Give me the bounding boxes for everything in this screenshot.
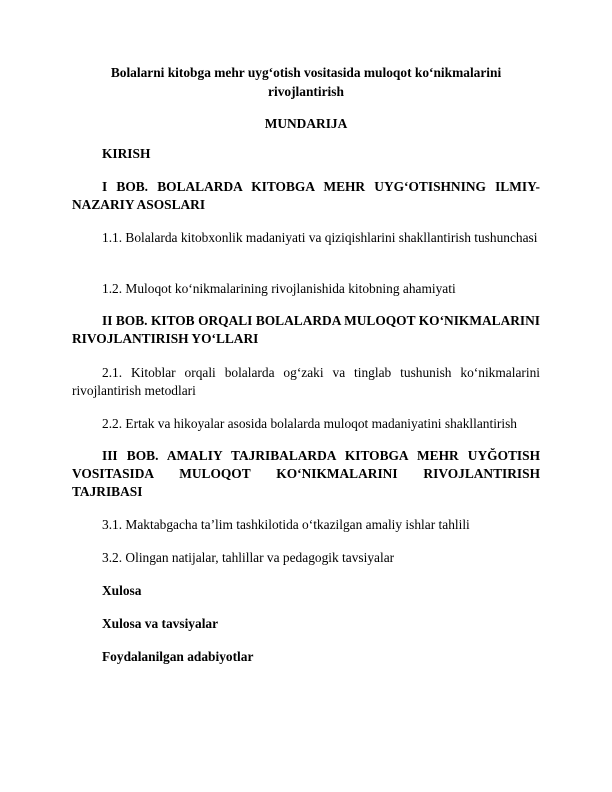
toc-entry-chapter-2: II BOB. KITOB ORQALI BOLALARDA MULOQOT KO‘NIKMALARINI RIVOJLANTIRISH YO‘LLARI <box>72 313 540 346</box>
toc-entry-2-2: 2.2. Ertak va hikoyalar asosida bolalarda muloqot madaniyatini shakllantirish <box>102 416 518 431</box>
toc-entry-2-1: 2.1. Kitoblar orqali bolalarda og‘zaki va tinglab tushunish ko‘nikmalarini rivojlantirish metodlari <box>72 365 540 398</box>
toc-entry-chapter-3: III BOB. AMALIY TAJRIBALARDA KITOBGA MEHR UYĞOTISH VOSITASIDA MULOQOT KO‘NIKMALARINI RIVOJLANTIRISH TAJRIBASI <box>72 448 540 499</box>
toc-entry-chapter-1: I BOB. BOLALARDA KITOBGA MEHR UYG‘OTISHNING ILMIY-NAZARIY ASOSLARI <box>72 179 540 212</box>
toc-entry-1-2: 1.2. Muloqot ko‘nikmalarining rivojlanishida kitobning ahamiyati <box>102 281 456 296</box>
toc-entry-adabiyotlar: Foydalanilgan adabiyotlar <box>102 649 254 664</box>
toc-entry-3-2: 3.2. Olingan natijalar, tahlillar va pedagogik tavsiyalar <box>102 550 395 565</box>
toc-entry-1-1: 1.1. Bolalarda kitobxonlik madaniyati va qiziqishlarini shakllantirish tushunchasi <box>102 230 538 245</box>
toc-entry-xulosa: Xulosa <box>102 583 142 598</box>
toc-entry-kirish: KIRISH <box>102 146 151 161</box>
toc-heading: MUNDARIJA <box>264 116 348 131</box>
toc-entry-3-1: 3.1. Maktabgacha ta’lim tashkilotida o‘tkazilgan amaliy ishlar tahlili <box>102 517 470 532</box>
document-title: Bolalarni kitobga mehr uyg‘otish vositasida muloqot ko‘nikmalarini rivojlantirish <box>110 65 502 99</box>
toc-entry-xulosa-tavsiyalar: Xulosa va tavsiyalar <box>102 616 219 631</box>
